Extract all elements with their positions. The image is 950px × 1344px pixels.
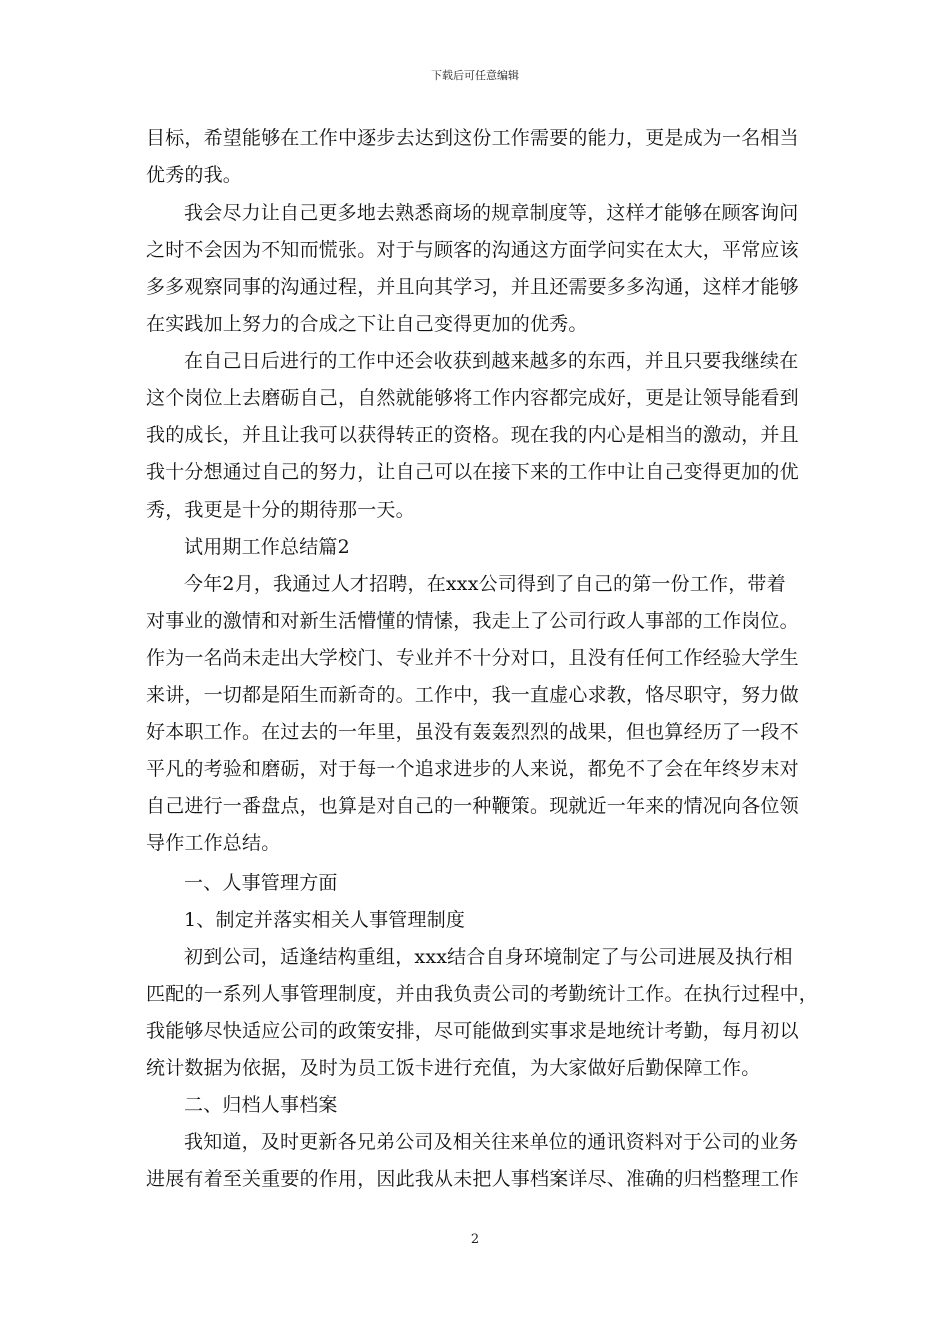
paragraph-line: 导作工作总结。 [146,832,281,854]
section-heading: 二、归档人事档案 [184,1094,338,1116]
paragraph-line: 平凡的考验和磨砺，对于每一个追求进步的人来说，都免不了会在年终岁末对 [146,758,799,780]
paragraph-line: 作为一名尚未走出大学校门、专业并不十分对口，且没有任何工作经验大学生 [146,647,799,669]
paragraph-line: 对事业的激情和对新生活懵懂的情愫，我走上了公司行政人事部的工作岗位。 [146,610,799,632]
paragraph-line: 优秀的我。 [146,164,243,186]
section-heading: 一、人事管理方面 [184,872,338,894]
paragraph-line: 我十分想通过自己的努力，让自己可以在接下来的工作中让自己变得更加的优 [146,461,799,483]
page-header: 下载后可任意编辑 [431,69,519,82]
paragraph-line: 今年2月，我通过人才招聘，在xxx公司得到了自己的第一份工作，带着 [184,573,786,595]
paragraph-line: 初到公司，适逢结构重组，xxx结合自身环境制定了与公司进展及执行相 [184,946,793,968]
paragraph-line: 进展有着至关重要的作用，因此我从未把人事档案详尽、准确的归档整理工作 [146,1168,799,1190]
paragraph-line: 自己进行一番盘点，也算是对自己的一种鞭策。现就近一年来的情况向各位领 [146,795,799,817]
paragraph-line: 我的成长，并且让我可以获得转正的资格。现在我的内心是相当的激动，并且 [146,424,799,446]
paragraph-line: 我会尽力让自己更多地去熟悉商场的规章制度等，这样才能够在顾客询问 [184,202,799,224]
paragraph-line: 来讲，一切都是陌生而新奇的。工作中，我一直虚心求教，恪尽职守，努力做 [146,684,799,706]
paragraph-line: 我知道，及时更新各兄弟公司及相关往来单位的通讯资料对于公司的业务 [184,1131,799,1153]
paragraph-line: 之时不会因为不知而慌张。对于与顾客的沟通这方面学问实在太大，平常应该 [146,239,799,261]
paragraph-line: 多多观察同事的沟通过程，并且向其学习，并且还需要多多沟通，这样才能够 [146,276,799,298]
paragraph-line: 这个岗位上去磨砺自己，自然就能够将工作内容都完成好，更是让领导能看到 [146,387,799,409]
paragraph-line: 我能够尽快适应公司的政策安排，尽可能做到实事求是地统计考勤，每月初以 [146,1020,799,1042]
paragraph-line: 在实践加上努力的合成之下让自己变得更加的优秀。 [146,313,588,335]
paragraph-line: 秀，我更是十分的期待那一天。 [146,499,415,521]
paragraph-line: 在自己日后进行的工作中还会收获到越来越多的东西，并且只要我继续在 [184,350,799,372]
subsection-heading: 1、制定并落实相关人事管理制度 [184,909,466,931]
paragraph-line: 好本职工作。在过去的一年里，虽没有轰轰烈烈的战果，但也算经历了一段不 [146,721,799,743]
section-title: 试用期工作总结篇2 [184,536,350,558]
paragraph-line: 匹配的一系列人事管理制度，并由我负责公司的考勤统计工作。在执行过程中， [146,983,819,1005]
paragraph-line: 目标，希望能够在工作中逐步去达到这份工作需要的能力，更是成为一名相当 [146,127,799,149]
paragraph-line: 统计数据为依据，及时为员工饭卡进行充值，为大家做好后勤保障工作。 [146,1057,761,1079]
page-number: 2 [470,1232,480,1247]
